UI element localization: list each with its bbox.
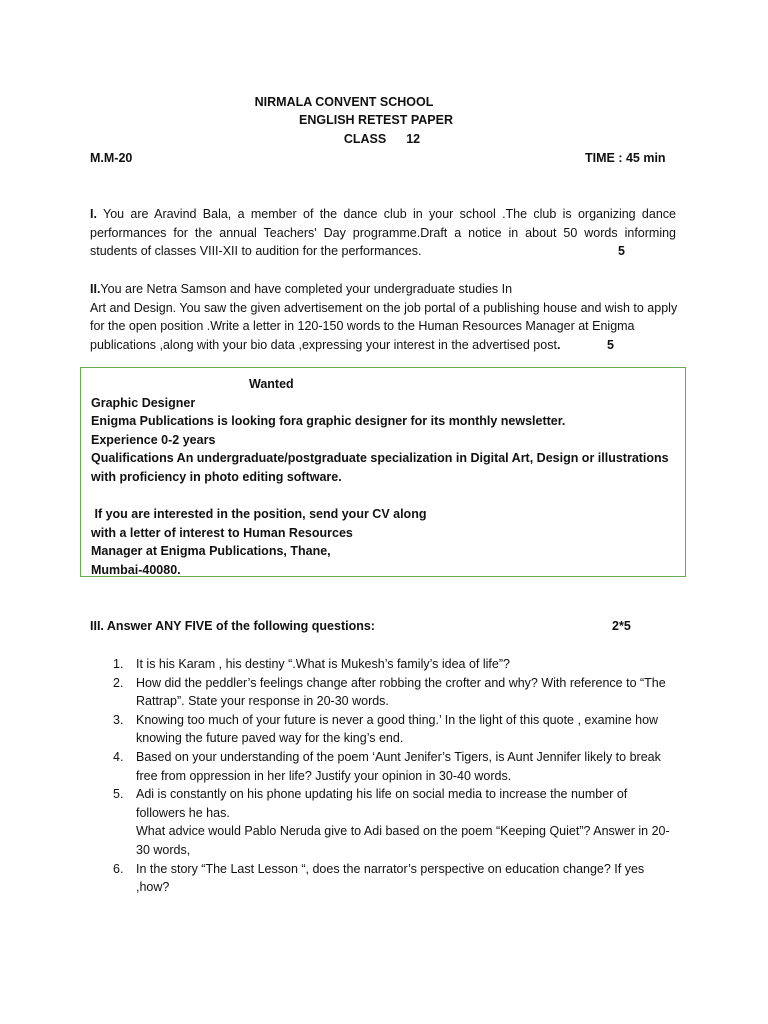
- list-item-number: 2.: [113, 675, 124, 690]
- question-2: [90, 280, 678, 354]
- ad-cta-line4: Mumbai-40080.: [91, 562, 181, 577]
- list-item-text: Based on your understanding of the poem ‘Aunt Jenifer’s Tigers, is Aunt Jennifer likely to break free from oppression in her life? Justify your opinion in 30-40 words.: [136, 749, 661, 783]
- ad-cta-line2: with a letter of interest to Human Resources: [91, 525, 353, 540]
- question-3-heading: III. Answer ANY FIVE of the following questions:: [90, 619, 375, 633]
- question-2-dot: .: [556, 337, 561, 352]
- question-2-number: II.: [90, 282, 101, 296]
- list-item: [90, 711, 678, 748]
- paper-title: ENGLISH RETEST PAPER: [299, 113, 453, 127]
- list-item-text: It is his Karam , his destiny “.What is Mukesh’s family’s idea of life”?: [136, 657, 510, 671]
- question-1-number: I.: [90, 207, 97, 221]
- class-line: [0, 130, 766, 149]
- list-item-extra-text: What advice would Pablo Neruda give to Adi based on the poem “Keeping Quiet”? Answer in 20-30 words,: [136, 824, 670, 857]
- ad-description: Enigma Publications is looking fora graphic designer for its monthly newsletter.: [91, 414, 566, 429]
- question-2-text: Art and Design. You saw the given advertisement on the job portal of a publishing house and wish to apply for the open position .Write a letter in 120-150 words to the Human Resources Manager at Enigma publications ,along with your bio data ,expressing your interest in the advertised post: [90, 300, 678, 352]
- list-item: [90, 860, 678, 897]
- list-item-text: In the story “The Last Lesson “, does the narrator’s perspective on education change? If yes ,how?: [136, 861, 645, 895]
- question-1-text: You are Aravind Bala, a member of the dance club in your school .The club is organizing dance performances for the annual Teachers' Day programme.Draft a notice in about 50 words informing students of classes VIII-XII to audition for the performances.: [90, 207, 676, 259]
- class-label: CLASS: [343, 132, 387, 146]
- list-item-number: 3.: [113, 712, 124, 727]
- list-item-text: Knowing too much of your future is never a good thing.’ In the light of this quote , examine how knowing the future paved way for the king’s end.: [136, 712, 659, 746]
- list-item: [90, 748, 678, 785]
- ad-cta-line3: Manager at Enigma Publications, Thane,: [91, 544, 331, 559]
- list-item-number: 1.: [113, 657, 124, 671]
- question-2-line1: You are Netra Samson and have completed your undergraduate studies In: [100, 282, 513, 296]
- ad-wanted: Wanted: [249, 377, 294, 391]
- class-value: 12: [406, 132, 421, 146]
- list-item-text: How did the peddler’s feelings change after robbing the crofter and why? With reference to “The Rattrap”. State your response in 20-30 words.: [136, 675, 666, 709]
- ad-experience: Experience 0-2 years: [91, 432, 216, 447]
- school-name: NIRMALA CONVENT SCHOOL: [254, 95, 434, 109]
- ad-qualifications: Qualifications An undergraduate/postgraduate specialization in Digital Art, Design or illustrations with proficiency in photo editing software.: [91, 451, 669, 484]
- list-item: [90, 655, 678, 674]
- advertisement-box: [80, 367, 686, 577]
- list-item-text: Adi is constantly on his phone updating his life on social media to increase the number of followers he has.: [136, 787, 628, 820]
- ad-cta-line1: If you are interested in the position, send your CV along: [91, 507, 427, 522]
- question-1: [90, 205, 676, 261]
- question-1-marks: 5: [618, 244, 625, 258]
- question-2-marks: 5: [607, 338, 614, 352]
- list-item-number: 4.: [113, 749, 124, 764]
- list-item-number: 6.: [113, 861, 124, 876]
- list-item-number: 5.: [113, 787, 124, 802]
- question-3-marks: 2*5: [612, 619, 631, 633]
- ad-role: Graphic Designer: [91, 395, 196, 410]
- time-allowed: TIME : 45 min: [585, 151, 666, 165]
- list-item: [90, 674, 678, 711]
- question-3-list: [90, 655, 678, 897]
- max-marks: M.M-20: [90, 151, 133, 165]
- list-item: [90, 785, 678, 859]
